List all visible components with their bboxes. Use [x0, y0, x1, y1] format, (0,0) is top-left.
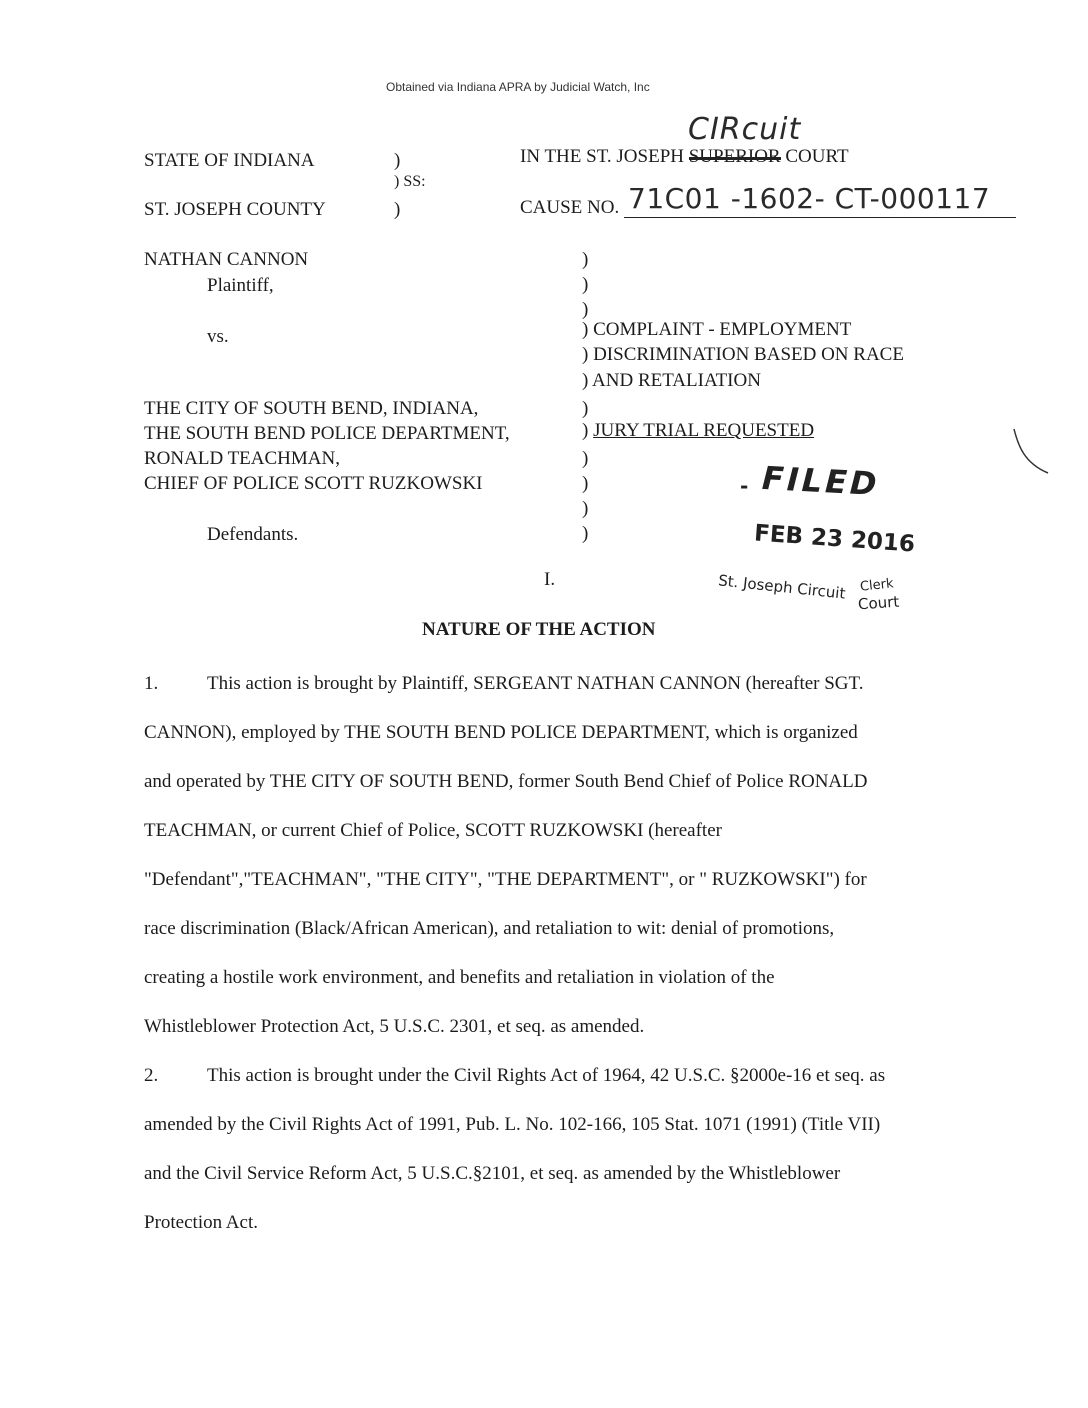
paragraph-number: 1.	[144, 673, 159, 694]
caption-paren: )	[394, 199, 401, 220]
section-numeral: I.	[544, 569, 556, 590]
ss-label: ) SS:	[394, 173, 426, 190]
paragraph-line: CANNON), employed by THE SOUTH BEND POLICE DEPARTMENT, which is organized	[144, 722, 858, 743]
defendants-label: Defendants.	[207, 524, 299, 545]
paragraph-line: "Defendant","TEACHMAN", "THE CITY", "THE DEPARTMENT", or " RUZKOWSKI") for	[144, 869, 867, 890]
paragraph-line: and operated by THE CITY OF SOUTH BEND, former South Bend Chief of Police RONALD	[144, 771, 868, 792]
paragraph-line: TEACHMAN, or current Chief of Police, SCOTT RUZKOWSKI (hereafter	[144, 820, 722, 841]
caption-paren: )	[582, 398, 589, 419]
vs-label: vs.	[207, 326, 229, 347]
court-name	[520, 146, 849, 168]
stamp-clerk: Clerk	[859, 576, 895, 595]
paragraph-line: creating a hostile work environment, and benefits and retaliation in violation of the	[144, 967, 775, 988]
paragraph-line: This action is brought under the Civil Rights Act of 1964, 42 U.S.C. §2000e-16 et seq. as	[207, 1065, 886, 1086]
source-note: Obtained via Indiana APRA by Judicial Watch, Inc	[386, 80, 650, 94]
plaintiff-name: NATHAN CANNON	[144, 249, 309, 270]
paragraph-number: 2.	[144, 1065, 159, 1086]
stamp-court-line2: Court	[857, 592, 900, 614]
stamp-dash-icon: -	[740, 474, 749, 498]
county-label: ST. JOSEPH COUNTY	[144, 199, 326, 220]
paragraph-line: race discrimination (Black/African American), and retaliation to wit: denial of promotions,	[144, 918, 835, 939]
cause-underline	[624, 217, 1016, 218]
paragraph-line: amended by the Civil Rights Act of 1991, Pub. L. No. 102-166, 105 Stat. 1071 (1991) (Title VII)	[144, 1114, 881, 1135]
paragraph-line: and the Civil Service Reform Act, 5 U.S.C.§2101, et seq. as amended by the Whistleblower	[144, 1163, 841, 1184]
court-prefix: IN THE ST. JOSEPH	[520, 146, 684, 167]
section-title: NATURE OF THE ACTION	[422, 619, 656, 640]
defendant-line: THE SOUTH BEND POLICE DEPARTMENT,	[144, 423, 510, 444]
struck-court-word: SUPERIOR	[688, 146, 781, 167]
caption-paren: )	[582, 473, 589, 494]
stamp-court-line1: St. Joseph Circuit	[717, 571, 847, 603]
paragraph-line: Whistleblower Protection Act, 5 U.S.C. 2301, et seq. as amended.	[144, 1016, 645, 1037]
defendant-line: RONALD TEACHMAN,	[144, 448, 340, 469]
filed-stamp: FILED	[761, 458, 881, 504]
cause-prefix: CAUSE NO.	[520, 197, 620, 218]
handwritten-court: CIRcuit	[688, 112, 802, 147]
filed-date: FEB 23 2016	[753, 520, 916, 558]
defendant-line: CHIEF OF POLICE SCOTT RUZKOWSKI	[144, 473, 483, 494]
defendant-line: THE CITY OF SOUTH BEND, INDIANA,	[144, 398, 479, 419]
complaint-title-line: ) DISCRIMINATION BASED ON RACE	[582, 344, 904, 365]
caption-paren: )	[582, 523, 589, 544]
margin-mark	[1008, 425, 1068, 485]
complaint-title-line: ) AND RETALIATION	[582, 370, 761, 391]
caption-paren: )	[582, 249, 589, 270]
jury-trial-requested: JURY TRIAL REQUESTED	[593, 420, 815, 441]
state-label: STATE OF INDIANA	[144, 150, 315, 171]
caption-paren: )	[582, 274, 589, 295]
complaint-title-line: ) COMPLAINT - EMPLOYMENT	[582, 319, 852, 340]
paragraph-line: This action is brought by Plaintiff, SERGEANT NATHAN CANNON (hereafter SGT.	[207, 673, 864, 694]
jury-demand	[582, 420, 814, 442]
jury-paren: )	[582, 420, 594, 441]
caption-paren: )	[582, 498, 589, 519]
caption-paren: )	[582, 448, 589, 469]
caption-paren: )	[582, 299, 589, 320]
paragraph-line: Protection Act.	[144, 1212, 258, 1233]
handwritten-cause-number: 71C01 -1602- CT-000117	[628, 182, 991, 215]
court-suffix: COURT	[785, 146, 849, 167]
plaintiff-label: Plaintiff,	[207, 275, 274, 296]
caption-paren: )	[394, 150, 401, 171]
